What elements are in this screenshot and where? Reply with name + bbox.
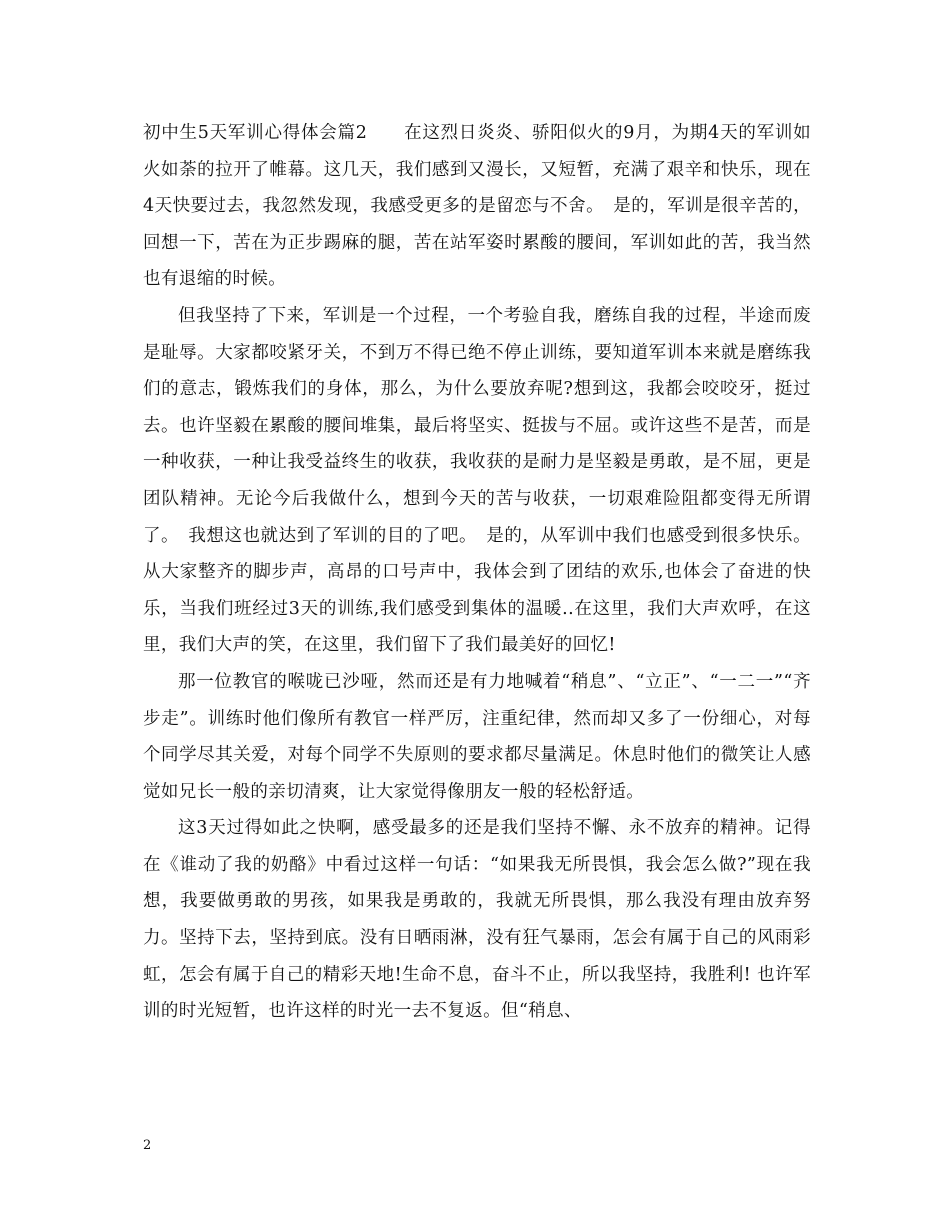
page-number: 2 [143, 1138, 152, 1153]
paragraph-1: 初中生5天军训心得体会篇2 在这烈日炎炎、骄阳似火的9月，为期4天的军训如火如荼的拉开了帷幕。这几天，我们感到又漫长，又短暂，充满了艰辛和快乐，现在4天快要过去，我忽然发现，我感受更多的是留恋与不舍。 是的，军训是很辛苦的，回想一下，苦在为正步踢麻的腿，苦在站军姿时累酸的腰间，军训如此的苦，我当然也有退缩的时候。 [143, 123, 811, 290]
paragraph-2: 但我坚持了下来，军训是一个过程，一个考验自我，磨练自我的过程，半途而废是耻辱。大家都咬紧牙关，不到万不得已绝不停止训练，要知道军训本来就是磨练我们的意志，锻炼我们的身体，那么，为什么要放弃呢?想到这，我都会咬咬牙，挺过去。也许坚毅在累酸的腰间堆集，最后将坚实、挺拔与不屈。或许这些不是苦，而是一种收获，一种让我受益终生的收获，我收获的是耐力是坚毅是勇敢，是不屈，更是团队精神。无论今后我做什么，想到今天的苦与收获，一切艰难险阻都变得无所谓了。 我想这也就达到了军训的目的了吧。 是的，从军训中我们也感受到很多快乐。从大家整齐的脚步声，高昂的口号声中，我体会到了团结的欢乐,也体会了奋进的快乐，当我们班经过3天的训练,我们感受到集体的温暖..在这里，我们大声欢呼，在这里，我们大声的笑，在这里，我们留下了我们最美好的回忆! [143, 305, 811, 656]
paragraph-3: 那一位教官的喉咙已沙哑，然而还是有力地喊着“稍息”、“立正”、“一二一”“齐步走”。训练时他们像所有教官一样严厉，注重纪律，然而却又多了一份细心，对每个同学尽其关爱，对每个同学不失原则的要求都尽量满足。休息时他们的微笑让人感觉如兄长一般的亲切清爽，让大家觉得像朋友一般的轻松舒适。 [143, 671, 811, 802]
paragraph-4: 这3天过得如此之快啊，感受最多的还是我们坚持不懈、永不放弃的精神。记得在《谁动了我的奶酪》中看过这样一句话：“如果我无所畏惧，我会怎么做?”现在我想，我要做勇敢的男孩，如果我是勇敢的，我就无所畏惧，那么我没有理由放弃努力。坚持下去，坚持到底。没有日晒雨淋，没有狂气暴雨，怎会有属于自己的风雨彩虹，怎会有属于自己的精彩天地!生命不息，奋斗不止，所以我坚持，我胜利! 也许军训的时光短暂，也许这样的时光一去不复返。但“稍息、 [143, 818, 811, 1022]
document-body [143, 115, 811, 1030]
